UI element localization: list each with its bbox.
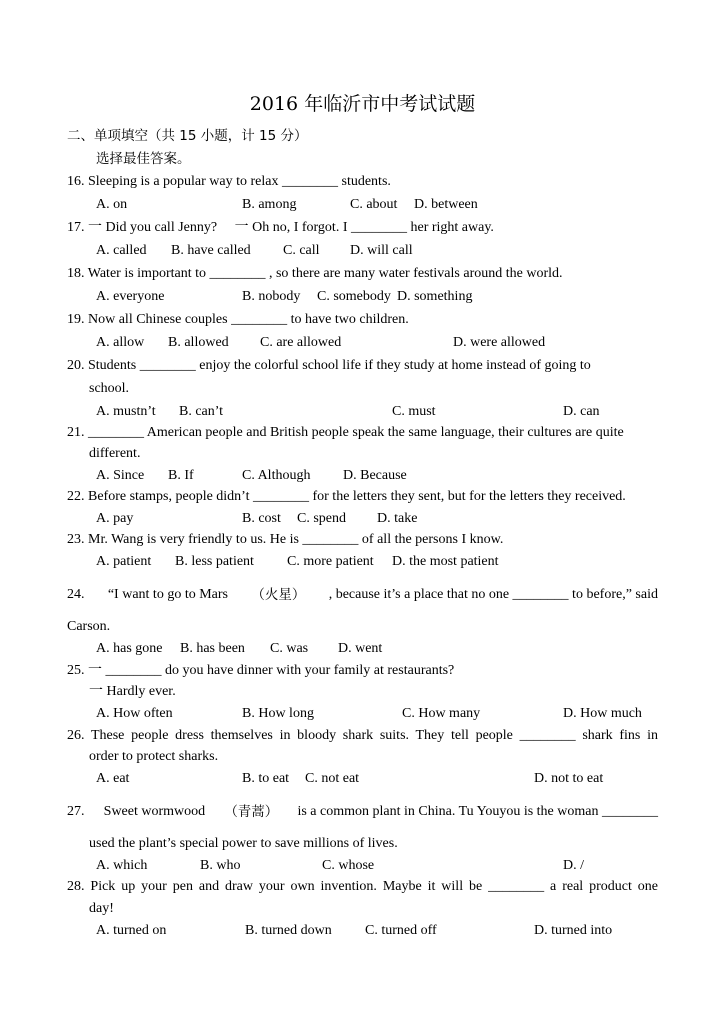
option-a: A. called	[96, 243, 147, 258]
question-18	[67, 265, 563, 283]
question-number: 27.	[67, 804, 85, 819]
section-instruction: 选择最佳答案。	[96, 151, 191, 167]
option-b: B. If	[168, 468, 194, 483]
option-b: B. How long	[242, 706, 314, 721]
option-a: A. on	[96, 197, 128, 212]
option-b: B. can’t	[179, 404, 224, 419]
question-number: 20.	[67, 358, 85, 373]
page-title: 2016 年临沂市中考试试题	[249, 93, 476, 115]
option-d: D. can	[563, 404, 600, 419]
question-26	[67, 727, 658, 745]
question-stem-cont: used the plant’s special power to save millions of lives.	[89, 836, 398, 851]
option-a: A. everyone	[96, 289, 165, 304]
option-a: A. patient	[96, 554, 152, 569]
option-d: D. How much	[563, 706, 642, 721]
question-21	[67, 424, 624, 442]
option-a: A. turned on	[96, 923, 167, 938]
option-d: D. will call	[350, 243, 413, 258]
question-25	[67, 662, 454, 680]
option-b: B. less patient	[175, 554, 254, 569]
option-c: C. was	[270, 641, 309, 656]
question-stem: ________ American people and British people speak the same language, their cultures are quite	[88, 425, 624, 440]
question-stem: Water is important to ________ , so there are many water festivals around the world.	[87, 266, 563, 281]
option-b: B. nobody	[242, 289, 301, 304]
option-c: C. call	[283, 243, 320, 258]
question-number: 23.	[67, 532, 85, 547]
question-28	[67, 878, 658, 896]
option-b: B. among	[242, 197, 297, 212]
option-d: D. turned into	[534, 923, 613, 938]
question-stem-cont: 一 Hardly ever.	[89, 684, 176, 699]
question-stem-cont: order to protect sharks.	[89, 749, 219, 764]
question-number: 24.	[67, 587, 85, 602]
question-stem: , because it’s a place that no one ________ to before,” said	[328, 587, 658, 602]
question-stem-cont: Carson.	[67, 619, 111, 634]
question-stem-cont: school.	[89, 381, 130, 396]
question-stem: These people dress themselves in bloody shark suits. They tell people ________ shark fins in	[90, 728, 658, 743]
option-c: C. spend	[297, 511, 346, 526]
question-number: 17.	[67, 220, 85, 235]
question-number: 25.	[67, 663, 85, 678]
question-stem: Sweet wormwood	[103, 804, 206, 819]
question-number: 19.	[67, 312, 85, 327]
option-a: A. eat	[96, 771, 130, 786]
option-c: C. turned off	[365, 923, 437, 938]
option-a: A. mustn’t	[96, 404, 156, 419]
question-17	[67, 219, 494, 237]
option-a: A. pay	[96, 511, 134, 526]
option-a: A. has gone	[96, 641, 163, 656]
option-b: B. to eat	[242, 771, 290, 786]
option-c: C. not eat	[305, 771, 360, 786]
question-stem: 一 ________ do you have dinner with your family at restaurants?	[88, 663, 455, 678]
question-stem: 一 Did you call Jenny? 一 Oh no, I forgot. I ________ her right away.	[88, 220, 494, 235]
question-20	[67, 357, 591, 375]
question-stem: is a common plant in China. Tu Youyou is the woman ________	[297, 804, 658, 819]
option-d: D. not to eat	[534, 771, 604, 786]
question-stem: Before stamps, people didn’t ________ for the letters they sent, but for the letters they received.	[88, 489, 626, 504]
question-16	[67, 173, 391, 191]
question-23	[67, 531, 503, 549]
question-number: 28.	[67, 879, 85, 894]
option-a: A. How often	[96, 706, 173, 721]
question-number: 16.	[67, 174, 85, 189]
option-d: D. /	[563, 858, 584, 873]
question-19	[67, 311, 409, 329]
question-number: 18.	[67, 266, 85, 281]
section-heading: 二、单项填空（共 15 小题，计 15 分）	[67, 128, 308, 144]
question-number: 26.	[67, 728, 85, 743]
option-a: A. which	[96, 858, 148, 873]
question-stem: Students ________ enjoy the colorful school life if they study at home instead of going to	[88, 358, 591, 373]
option-c: C. more patient	[287, 554, 374, 569]
question-stem: Mr. Wang is very friendly to us. He is ________ of all the persons I know.	[88, 532, 504, 547]
option-a: A. Since	[96, 468, 145, 483]
option-c: C. somebody	[317, 289, 391, 304]
question-stem-cont: different.	[89, 446, 141, 461]
question-stem: Now all Chinese couples ________ to have two children.	[88, 312, 409, 327]
option-d: D. Because	[343, 468, 407, 483]
question-stem-note: （火星）	[251, 587, 306, 603]
question-27	[67, 803, 658, 821]
option-c: C. Although	[242, 468, 311, 483]
option-a: A. allow	[96, 335, 145, 350]
option-c: C. How many	[402, 706, 481, 721]
question-stem: Sleeping is a popular way to relax ________ students.	[88, 174, 391, 189]
option-d: D. take	[377, 511, 418, 526]
question-stem-note: （青蒿）	[224, 804, 279, 820]
question-24	[67, 586, 658, 604]
option-b: B. has been	[180, 641, 245, 656]
option-d: D. something	[397, 289, 473, 304]
option-c: C. are allowed	[260, 335, 342, 350]
option-b: B. who	[200, 858, 241, 873]
option-b: B. allowed	[168, 335, 229, 350]
option-c: C. whose	[322, 858, 375, 873]
option-c: C. must	[392, 404, 436, 419]
question-22	[67, 488, 626, 506]
option-b: B. cost	[242, 511, 281, 526]
option-d: D. between	[414, 197, 478, 212]
question-stem-cont: day!	[89, 901, 114, 916]
option-d: D. went	[338, 641, 383, 656]
question-number: 21.	[67, 425, 85, 440]
option-b: B. turned down	[245, 923, 332, 938]
option-c: C. about	[350, 197, 398, 212]
option-b: B. have called	[171, 243, 251, 258]
question-stem: Pick up your pen and draw your own invention. Maybe it will be ________ a real product one	[90, 879, 658, 894]
question-stem: “I want to go to Mars	[107, 587, 228, 602]
option-d: D. were allowed	[453, 335, 546, 350]
option-d: D. the most patient	[392, 554, 499, 569]
question-number: 22.	[67, 489, 85, 504]
